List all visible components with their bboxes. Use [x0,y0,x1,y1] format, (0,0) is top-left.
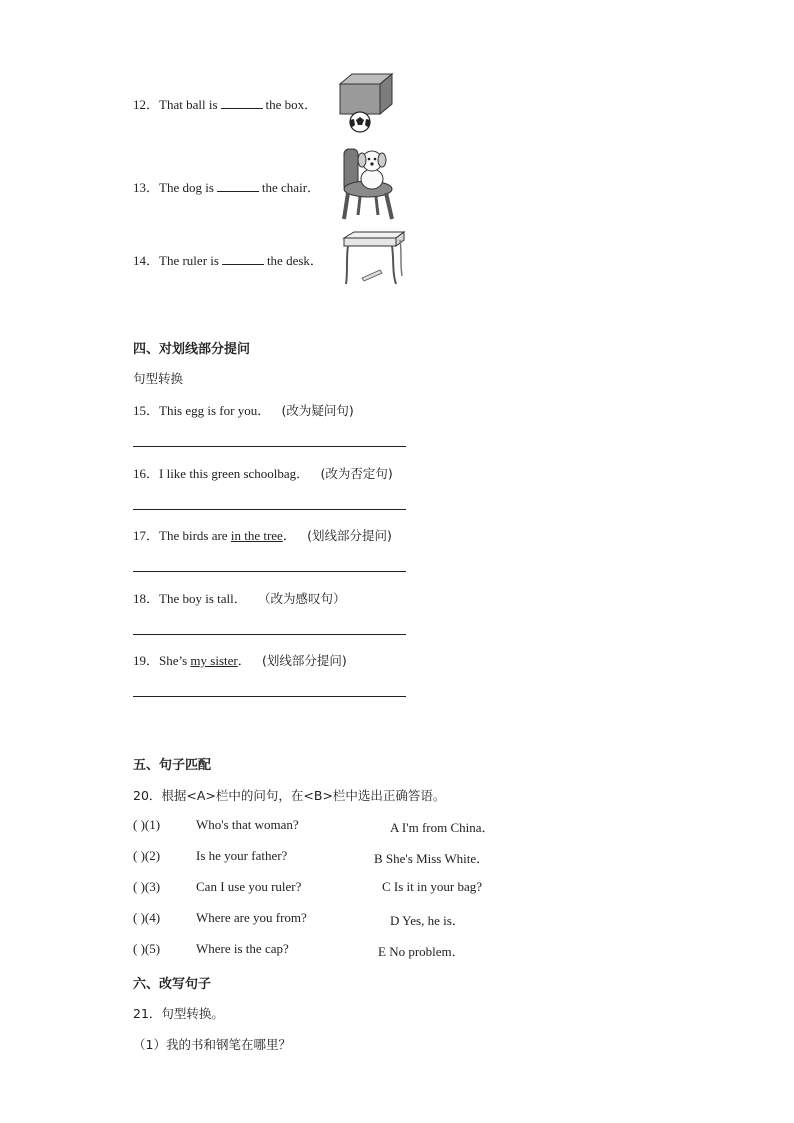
ruler-under-desk-icon [340,228,406,288]
question-18: 18．The boy is tall． （改为感叹句） [133,591,346,606]
question-15: 15．This egg is for you． (改为疑问句) [133,403,354,418]
answer-paren[interactable]: ( ) [133,848,145,863]
question-14: 14．The ruler is the desk． [133,253,323,268]
match-answer: C Is it in your bag? [382,879,483,894]
dog-on-chair-icon [338,145,398,223]
match-row: ( )(2) [133,848,161,863]
match-row: ( )(3) [133,879,161,894]
match-answer: A I'm from China． [390,820,495,835]
question-19: 19．She’s my sister． (划线部分提问) [133,653,347,668]
section-heading: 五、句子匹配 [133,758,212,773]
match-row: ( )(4) [133,910,161,925]
answer-line[interactable] [133,696,406,697]
answer-line[interactable] [133,509,406,510]
answer-blank[interactable] [217,181,259,192]
question-21-instruction: 21．句型转换。 [133,1006,224,1021]
answer-line[interactable] [133,571,406,572]
question-20-instruction: 20．根据<A>栏中的问句，在<B>栏中选出正确答语。 [133,788,446,803]
match-answer: B She's Miss White． [374,851,490,866]
match-question: Where is the cap? [196,941,289,956]
section-subtitle: 句型转换 [133,371,184,386]
question-12: 12．That ball is the box． [133,97,318,112]
answer-paren[interactable]: ( ) [133,910,145,925]
match-answer: D Yes, he is． [390,913,465,928]
match-question: Is he your father? [196,848,288,863]
section-heading: 六、改写句子 [133,977,212,992]
match-question: Where are you from? [196,910,307,925]
answer-paren[interactable]: ( ) [133,817,145,832]
box-on-ball-icon [336,70,396,134]
answer-line[interactable] [133,634,406,635]
answer-paren[interactable]: ( ) [133,941,145,956]
match-answer: E No problem． [378,944,465,959]
question-17: 17．The birds are in the tree． (划线部分提问) [133,528,392,543]
answer-paren[interactable]: ( ) [133,879,145,894]
match-question: Can I use you ruler? [196,879,302,894]
answer-blank[interactable] [222,254,264,265]
answer-line[interactable] [133,446,406,447]
match-row: ( )(1) [133,817,161,832]
question-13: 13．The dog is the chair． [133,180,321,195]
answer-blank[interactable] [221,98,263,109]
question-21-item-1: （1）我的书和钢笔在哪里？ [133,1037,291,1052]
section-heading: 四、对划线部分提问 [133,342,251,357]
question-16: 16．I like this green schoolbag． (改为否定句) [133,466,393,481]
match-row: ( )(5) [133,941,161,956]
match-question: Who's that woman? [196,817,299,832]
